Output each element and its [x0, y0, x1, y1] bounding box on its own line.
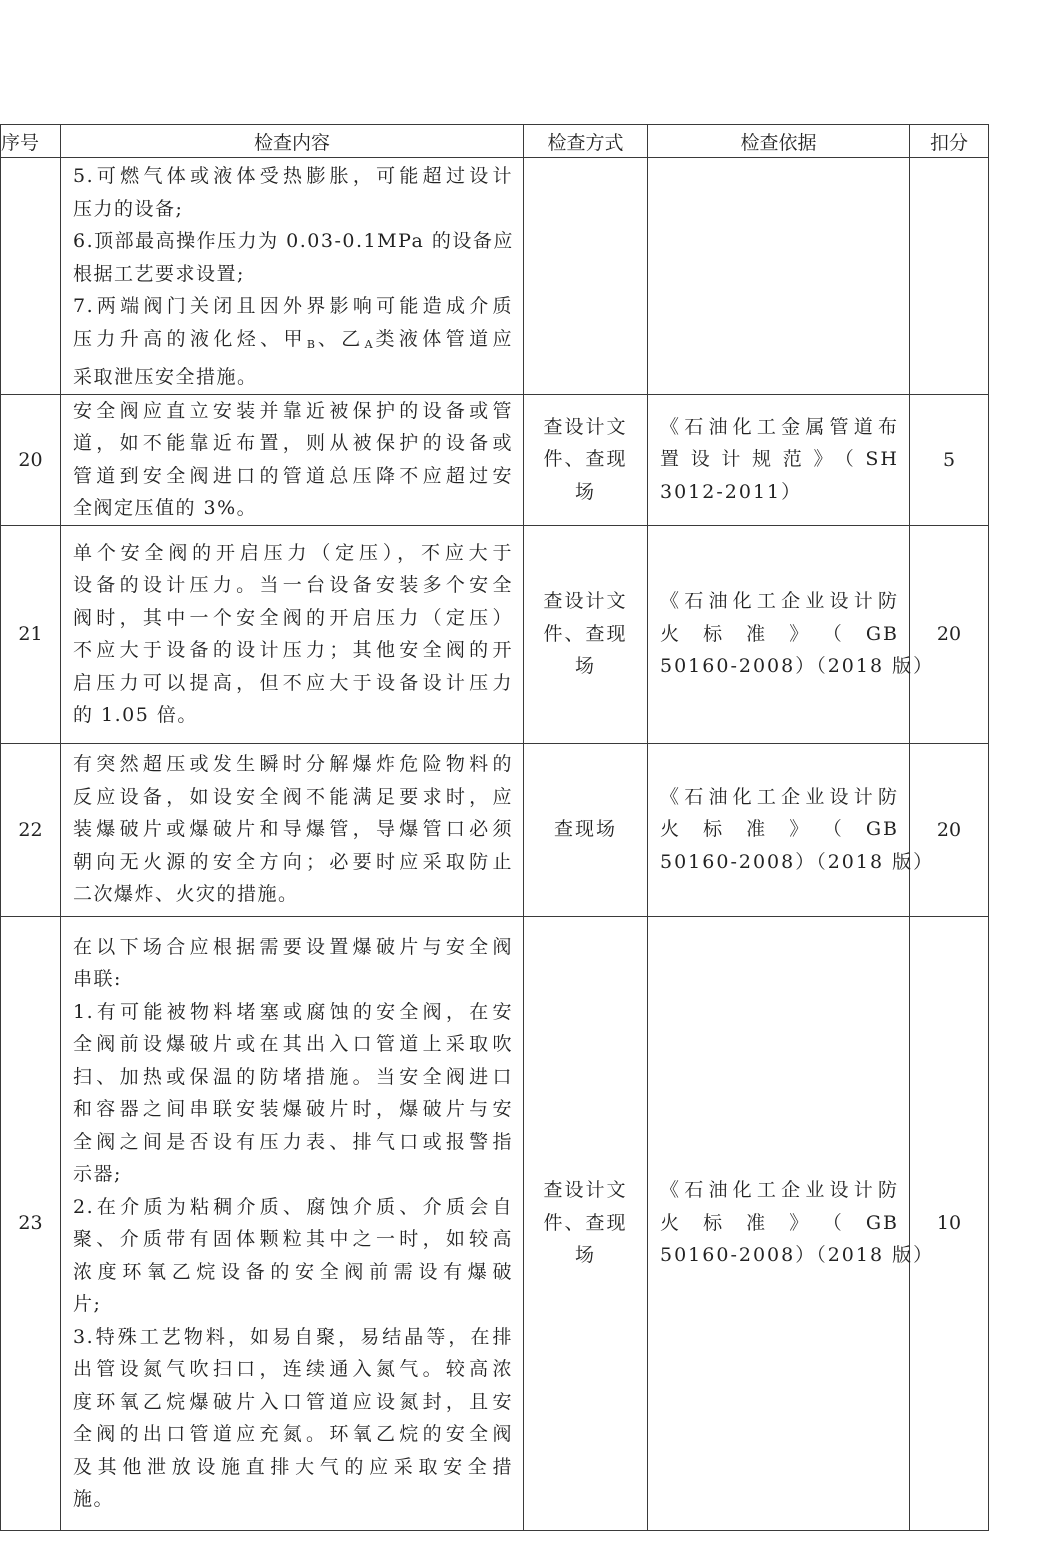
content-fragment: 类液体管道应	[372, 327, 513, 350]
content-line: 装爆破片或爆破片和导爆管，导爆管口必须	[73, 818, 513, 841]
content-line: 采取泄压安全措施。	[73, 366, 258, 388]
header-content: 检查内容	[61, 125, 524, 158]
content-line: 3.特殊工艺物料，如易自聚，易结晶等，在排	[73, 1325, 513, 1348]
table-header-row	[1, 125, 989, 158]
row-method: 查设计文件、查现场	[524, 525, 648, 743]
row-no: 23	[1, 916, 61, 1530]
content-line: 示器;	[73, 1163, 122, 1185]
content-line: 扫、加热或保温的防堵措施。当安全阀进口	[73, 1065, 513, 1088]
content-line: 设备的设计压力。当一台设备安装多个安全	[73, 574, 513, 596]
basis-line: 火标准》（GB	[660, 1211, 899, 1234]
content-fragment: 、乙	[315, 327, 365, 350]
subscript-a: A	[364, 337, 373, 351]
content-line: 全阀定压值的 3%。	[73, 497, 258, 519]
table-row-continuation	[1, 158, 989, 395]
row-method: 查现场	[524, 743, 648, 916]
row-score: 20	[910, 743, 989, 916]
content-line: 安全阀应直立安装并靠近被保护的设备或管	[73, 399, 513, 422]
row-content	[61, 916, 524, 1530]
header-no: 序号	[1, 125, 61, 158]
content-line: 1.有可能被物料堵塞或腐蚀的安全阀，在安	[73, 1000, 513, 1023]
content-line: 单个安全阀的开启压力（定压），不应大于	[73, 541, 513, 564]
content-line: 朝向无火源的安全方向；必要时应采取防止	[73, 850, 513, 873]
basis-line: 《石油化工企业设计防	[660, 785, 899, 808]
row-content	[61, 525, 524, 743]
content-line: 施。	[73, 1488, 115, 1510]
row-score: 10	[910, 916, 989, 1530]
content-line: 阀时，其中一个安全阀的开启压力（定压）	[73, 606, 513, 629]
inspection-table	[0, 124, 989, 1531]
basis-line: 《石油化工金属管道布	[660, 415, 899, 438]
table-row	[1, 394, 989, 525]
content-line: 压力的设备;	[73, 197, 184, 220]
row-basis	[648, 158, 910, 395]
content-line: 7.两端阀门关闭且因外界影响可能造成介质	[73, 295, 513, 317]
content-line: 和容器之间串联安装爆破片时，爆破片与安	[73, 1098, 513, 1120]
row-no: 21	[1, 525, 61, 743]
header-method: 检查方式	[524, 125, 648, 158]
content-line: 道，如不能靠近布置，则从被保护的设备或	[73, 432, 513, 454]
basis-line: 火标准》（GB	[660, 622, 899, 645]
row-method	[524, 158, 648, 395]
basis-line: 50160-2008）（2018 版）	[660, 655, 935, 678]
content-line: 串联:	[73, 968, 122, 990]
row-basis	[648, 743, 935, 916]
row-method: 查设计文件、查现场	[524, 394, 648, 525]
basis-line: 《石油化工企业设计防	[660, 590, 899, 613]
content-line: 全阀之间是否设有压力表、排气口或报警指	[73, 1130, 513, 1153]
basis-line: 置设计规范》（SH	[660, 448, 899, 471]
basis-line: 火标准》（GB	[660, 818, 899, 841]
content-line: 启压力可以提高，但不应大于设备设计压力	[73, 671, 513, 694]
content-line: 5.可燃气体或液体受热膨胀，可能超过设计	[73, 165, 513, 187]
row-content	[61, 158, 524, 395]
table-row	[1, 525, 989, 743]
table-row	[1, 743, 989, 916]
content-line: 根据工艺要求设置;	[73, 262, 245, 285]
row-no: 20	[1, 394, 61, 525]
content-line: 及其他泄放设施直排大气的应采取安全措	[73, 1455, 513, 1478]
header-basis: 检查依据	[648, 125, 910, 158]
row-score: 5	[910, 394, 989, 525]
content-line: 管道到安全阀进口的管道总压降不应超过安	[73, 464, 513, 487]
content-line: 片;	[73, 1293, 102, 1315]
content-line: 不应大于设备的设计压力；其他安全阀的开	[73, 639, 513, 661]
content-line: 二次爆炸、火灾的措施。	[73, 883, 299, 906]
basis-line: 50160-2008）（2018 版）	[660, 1244, 935, 1267]
basis-line: 3012-2011）	[660, 480, 803, 503]
row-content	[61, 743, 524, 916]
table-row	[1, 916, 989, 1530]
basis-line: 50160-2008）（2018 版）	[660, 850, 935, 873]
header-score: 扣分	[910, 125, 989, 158]
basis-line: 《石油化工企业设计防	[660, 1179, 899, 1202]
content-line: 的 1.05 倍。	[73, 704, 198, 726]
content-line: 度环氧乙烷爆破片入口管道应设氮封，且安	[73, 1390, 513, 1413]
content-line: 浓度环氧乙烷设备的安全阀前需设有爆破	[73, 1260, 513, 1283]
content-line: 2.在介质为粘稠介质、腐蚀介质、介质会自	[73, 1195, 513, 1218]
row-basis	[648, 916, 935, 1530]
row-score	[910, 158, 989, 395]
row-basis	[648, 394, 910, 525]
content-line: 在以下场合应根据需要设置爆破片与安全阀	[73, 935, 513, 958]
content-line: 全阀前设爆破片或在其出入口管道上采取吹	[73, 1033, 513, 1055]
content-line-with-subscripts	[73, 323, 513, 362]
subscript-b: B	[306, 337, 315, 351]
content-line: 有突然超压或发生瞬时分解爆炸危险物料的	[73, 753, 513, 776]
inspection-table-container	[0, 124, 988, 1531]
row-content	[61, 394, 524, 525]
content-line: 6.顶部最高操作压力为 0.03-0.1MPa 的设备应	[73, 230, 514, 252]
content-line: 反应设备，如设安全阀不能满足要求时，应	[73, 785, 513, 808]
row-method: 查设计文件、查现场	[524, 916, 648, 1530]
content-line: 出管设氮气吹扫口，连续通入氮气。较高浓	[73, 1358, 513, 1380]
row-score: 20	[910, 525, 989, 743]
row-basis	[648, 525, 935, 743]
content-line: 聚、介质带有固体颗粒其中之一时，如较高	[73, 1228, 513, 1250]
row-no	[1, 158, 61, 395]
row-no: 22	[1, 743, 61, 916]
content-line: 全阀的出口管道应充氮。环氧乙烷的安全阀	[73, 1423, 513, 1445]
content-fragment: 压力升高的液化烃、甲	[73, 327, 307, 350]
